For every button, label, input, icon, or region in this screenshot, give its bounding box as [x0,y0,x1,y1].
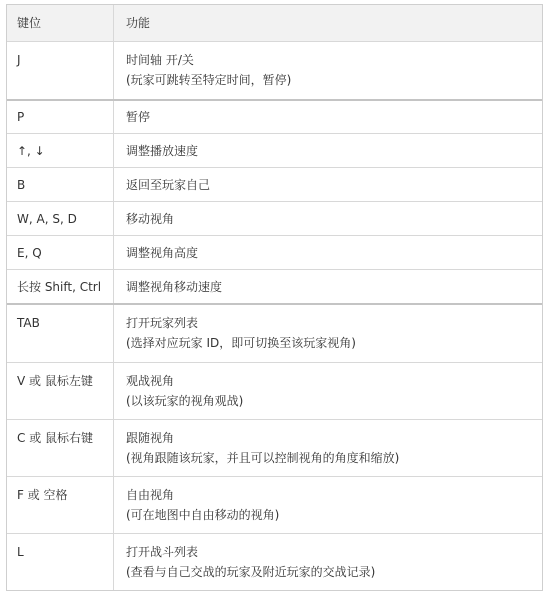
function-label: 移动视角 [126,211,175,226]
function-label: 观战视角 [126,374,175,388]
key-cell [7,134,114,167]
key-cell [7,477,114,533]
table-row [7,41,542,99]
function-cell [114,305,542,362]
key-label: 长按 Shift, Ctrl [17,279,102,294]
table-row [7,167,542,201]
key-label: ↑, ↓ [17,143,45,158]
function-label: 打开战斗列表 [126,545,199,559]
key-cell [7,202,114,235]
function-label: 自由视角 [126,488,175,502]
header-key-label: 键位 [17,16,42,30]
function-cell [114,270,542,303]
function-cell [114,101,542,133]
table-row [7,269,542,303]
key-cell [7,420,114,476]
header-function-cell [114,5,542,41]
table-row [7,533,542,590]
key-label: L [17,545,24,559]
function-label: 跟随视角 [126,431,175,445]
table-row [7,362,542,419]
key-label: W, A, S, D [17,211,77,226]
key-cell [7,363,114,419]
key-cell [7,305,114,362]
key-cell [7,270,114,303]
table-row [7,303,542,362]
header-function-label: 功能 [126,16,151,30]
key-cell [7,236,114,269]
table-row [7,133,542,167]
keybinding-table [6,4,543,591]
function-note: (玩家可跳转至特定时间，暂停) [126,73,292,87]
table-row [7,99,542,133]
table-row [7,419,542,476]
function-label: 时间轴 开/关 [126,53,194,67]
function-label: 调整播放速度 [126,143,199,158]
function-note: (查看与自己交战的玩家及附近玩家的交战记录) [126,565,376,579]
function-label: 调整视角移动速度 [126,279,223,294]
function-note: (视角跟随该玩家，并且可以控制视角的角度和缩放) [126,451,400,465]
function-label: 打开玩家列表 [126,316,199,330]
key-cell [7,534,114,590]
function-cell [114,477,542,533]
key-label: TAB [17,316,40,330]
key-label: F 或 空格 [17,488,68,502]
function-cell [114,42,542,99]
table-header [7,5,542,41]
header-key-cell [7,5,114,41]
function-label: 暂停 [126,110,151,124]
function-cell [114,534,542,590]
key-cell [7,168,114,201]
function-cell [114,236,542,269]
function-cell [114,363,542,419]
function-cell [114,134,542,167]
key-label: P [17,110,25,124]
function-note: (可在地图中自由移动的视角) [126,508,280,522]
key-label: C 或 鼠标右键 [17,431,94,445]
function-note: (选择对应玩家 ID，即可切换至该玩家视角) [126,336,356,350]
table-row [7,201,542,235]
key-cell [7,42,114,99]
function-cell [114,202,542,235]
function-label: 调整视角高度 [126,245,199,260]
key-label: E, Q [17,245,42,260]
table-row [7,476,542,533]
function-note: (以该玩家的视角观战) [126,394,244,408]
key-label: J [17,53,21,67]
key-cell [7,101,114,133]
key-label: V 或 鼠标左键 [17,374,93,388]
function-cell [114,168,542,201]
function-label: 返回至玩家自己 [126,177,211,192]
table-row [7,235,542,269]
function-cell [114,420,542,476]
key-label: B [17,177,26,192]
